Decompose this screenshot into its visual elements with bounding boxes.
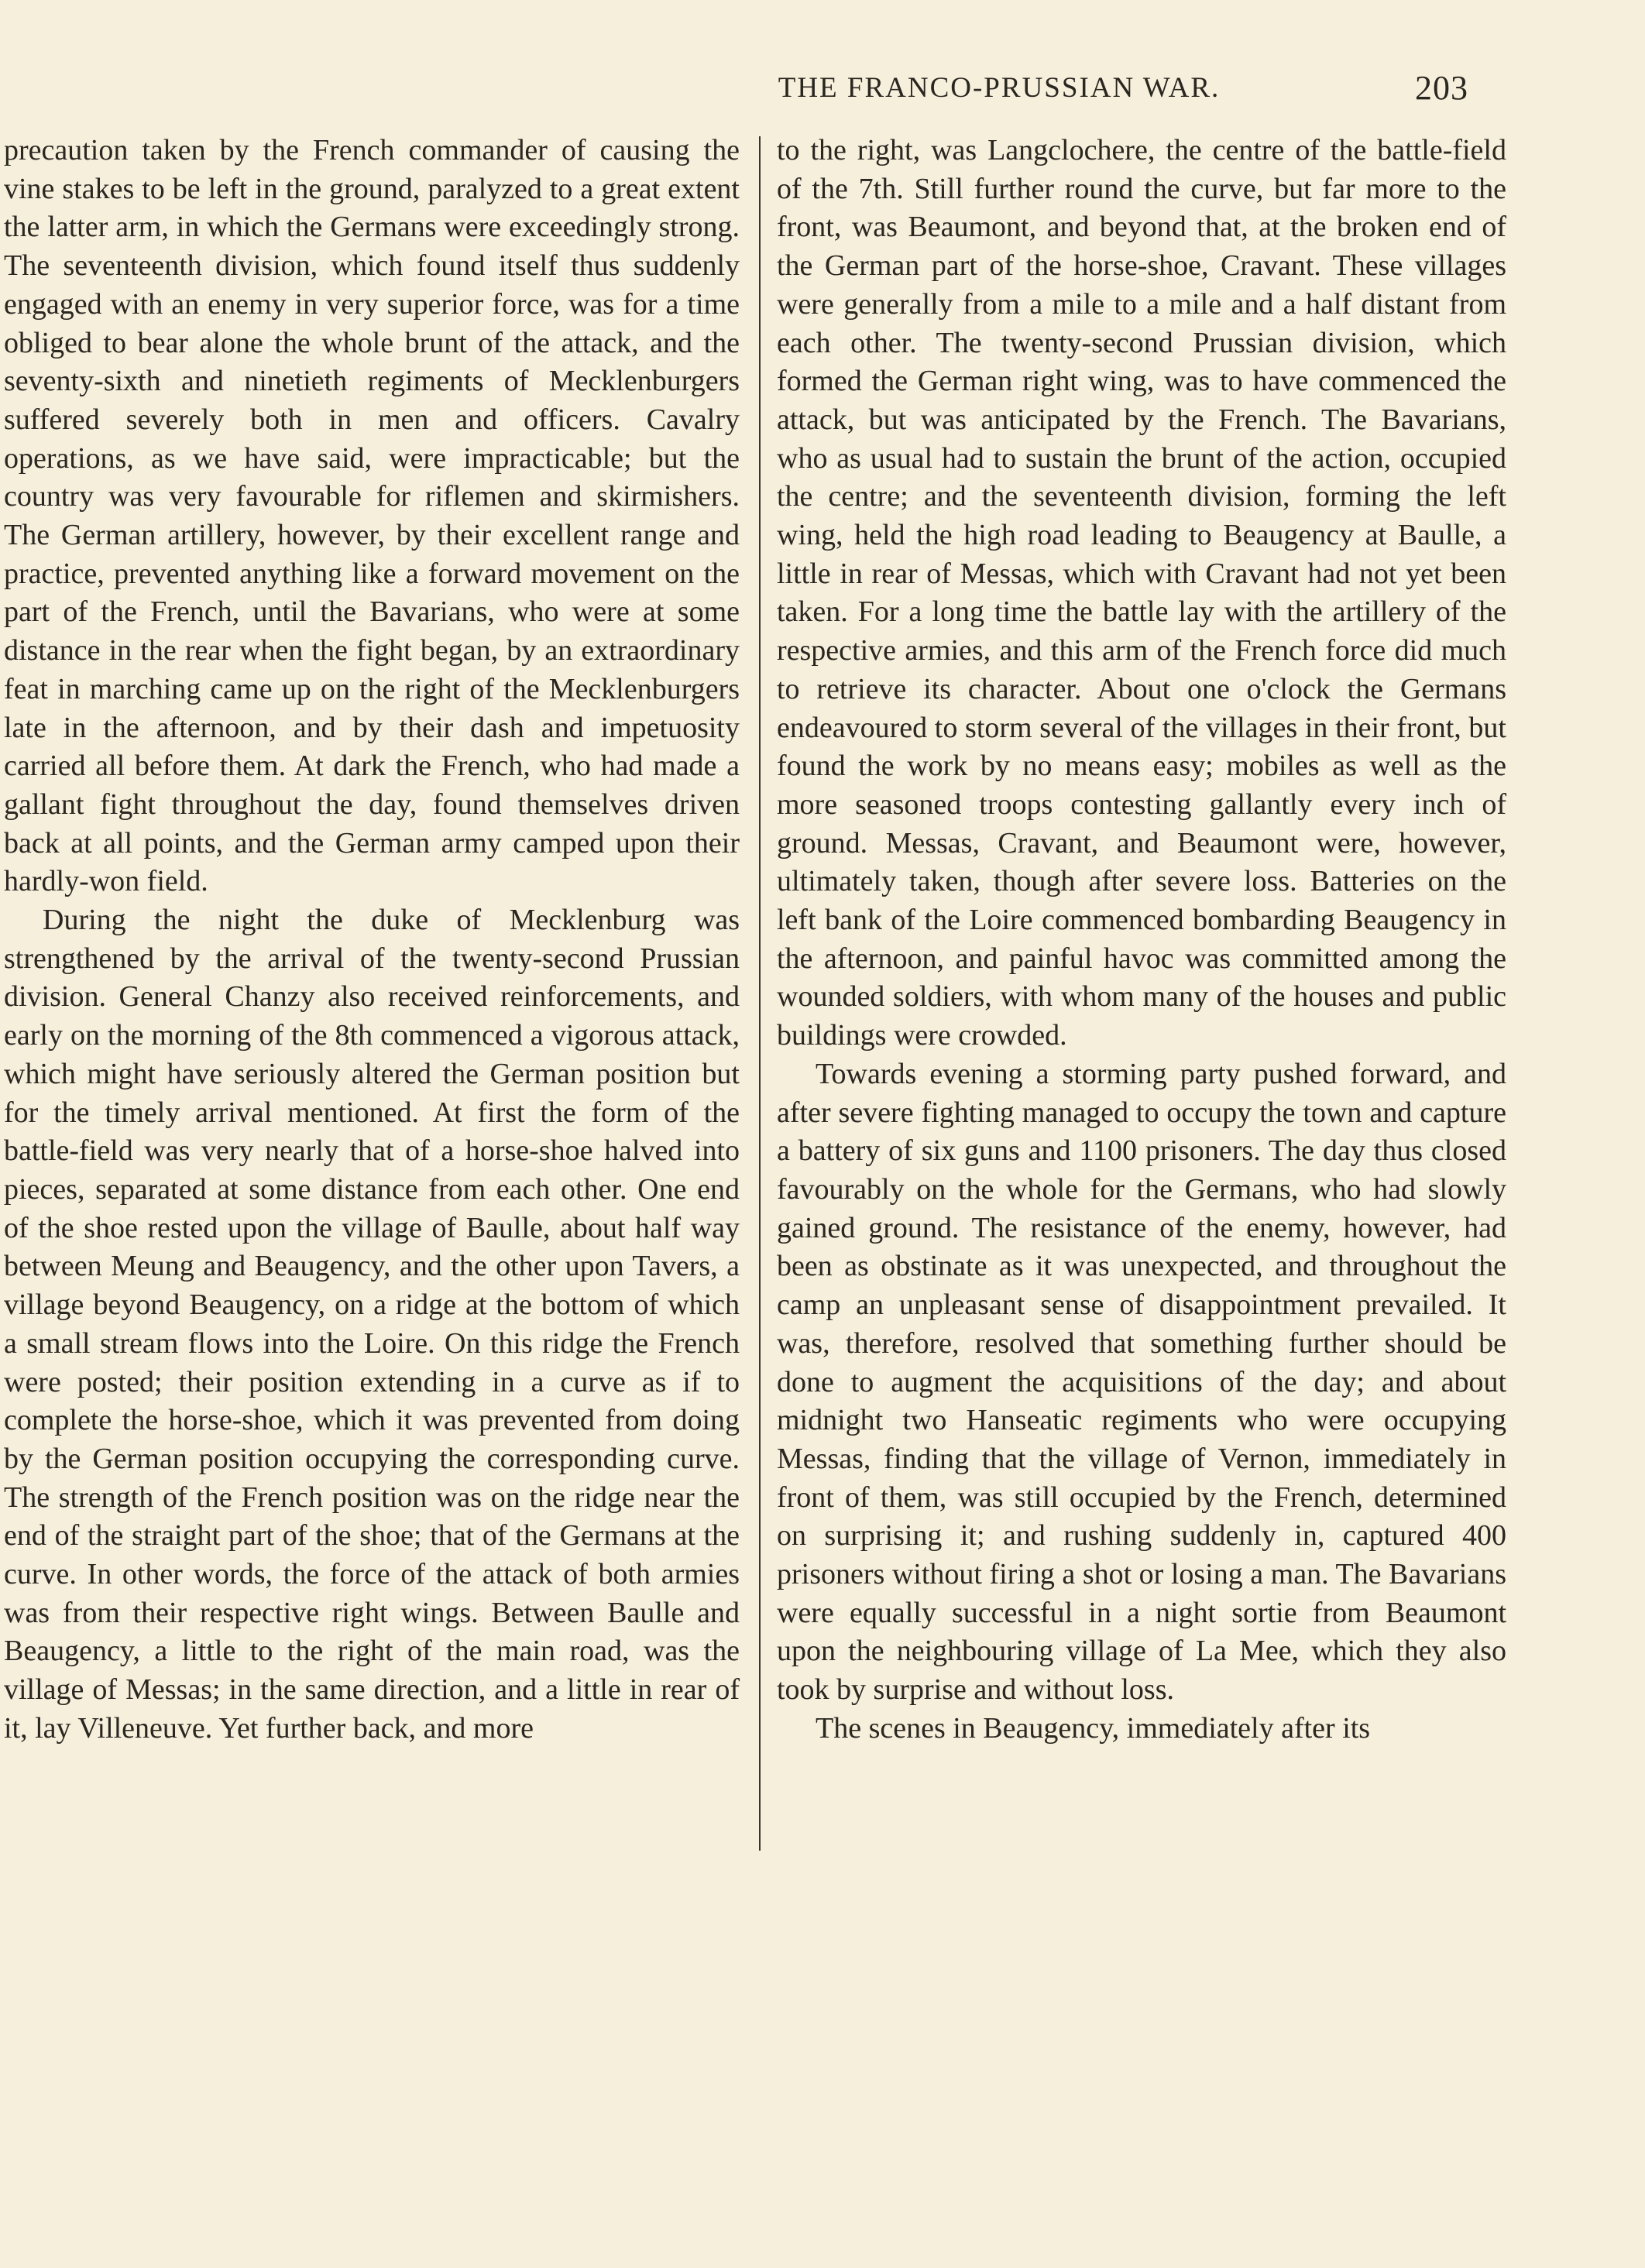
column-divider [759, 136, 761, 1851]
paragraph: During the night the duke of Mecklenburg was strengthened by the arrival of the twenty-second Prussian division. General Chanzy also received reinforcements, and early on the morning of the 8th commenced a vigorous attack, which might have seriously altered the German position but for the timely arrival mentioned. At first the form of the battle-field was very nearly that of a horse-shoe halved into pieces, separated at some distance from each other. One end of the shoe rested upon the village of Baulle, about half way between Meung and Beaugency, and the other upon Tavers, a village beyond Beaugency, on a ridge at the bottom of which a small stream flows into the Loire. On this ridge the French were posted; their position extending in a curve as if to complete the horse-shoe, which it was prevented from doing by the German position occupying the corresponding curve. The strength of the French position was on the ridge near the end of the straight part of the shoe; that of the Germans at the curve. In other words, the force of the attack of both armies was from their respective right wings. Between Baulle and Beaugency, a little to the right of the main road, was the village of Messas; in the same direction, and a little in rear of it, lay Villeneuve. Yet further back, and more [4, 904, 740, 1745]
right-column [777, 132, 1506, 1748]
paragraph: Towards evening a storming party pushed forward, and after severe fighting managed to occupy the town and capture a battery of six guns and 1100 prisoners. The day thus closed favourably on the whole for the Germans, who had slowly gained ground. The resistance of the enemy, however, had been as obstinate as it was unexpected, and throughout the camp an unpleasant sense of disappointment prevailed. It was, therefore, resolved that something further should be done to augment the acquisitions of the day; and about midnight two Hanseatic regiments who were occupying Messas, finding that the village of Vernon, immediately in front of them, was still occupied by the French, determined on surprising it; and rushing suddenly in, captured 400 prisoners without firing a shot or losing a man. The Bavarians were equally successful in a night sortie from Beaumont upon the neighbouring village of La Mee, which they also took by surprise and without loss. [777, 1057, 1506, 1707]
page-number: 203 [1415, 69, 1468, 107]
paragraph: to the right, was Langclochere, the centre of the battle-field of the 7th. Still further round the curve, but far more to the front, was Beaumont, and beyond that, at the broken end of the German part of the horse-shoe, Cravant. These villages were generally from a mile to a mile and a half distant from each other. The twenty-second Prussian division, which formed the German right wing, was to have commenced the attack, but was anticipated by the French. The Bavarians, who as usual had to sustain the brunt of the action, occupied the centre; and the seventeenth division, forming the left wing, held the high road leading to Beaugency at Baulle, a little in rear of Messas, which with Cravant had not yet been taken. For a long time the battle lay with the artillery of the respective armies, and this arm of the French force did much to retrieve its character. About one o'clock the Germans endeavoured to storm several of the villages in their front, but found the work by no means easy; mobiles as well as the more seasoned troops contesting gallantly every inch of ground. Messas, Cravant, and Beaumont were, however, ultimately taken, though after severe loss. Batteries on the left bank of the Loire commenced bombarding Beaugency in the afternoon, and painful havoc was committed among the wounded soldiers, with whom many of the houses and public buildings were crowded. [777, 134, 1506, 1052]
paragraph: The scenes in Beaugency, immediately after its [816, 1711, 1371, 1745]
left-column [4, 132, 740, 1748]
paragraph: precaution taken by the French commander of causing the vine stakes to be left in the ground, paralyzed to a great extent the latter arm, in which the Germans were exceedingly strong. The seventeenth division, which found itself thus suddenly engaged with an enemy in very superior force, was for a time obliged to bear alone the whole brunt of the attack, and the seventy-sixth and ninetieth regiments of Mecklenburgers suffered severely both in men and officers. Cavalry operations, as we have said, were impracticable; but the country was very favourable for riflemen and skirmishers. The German artillery, however, by their excellent range and practice, prevented anything like a forward movement on the part of the French, until the Bavarians, who were at some distance in the rear when the fight began, by an extraordinary feat in marching came up on the right of the Mecklenburgers late in the afternoon, and by their dash and impetuosity carried all before them. At dark the French, who had made a gallant fight throughout the day, found themselves driven back at all points, and the German army camped upon their hardly-won field. [4, 134, 740, 898]
running-title: THE FRANCO-PRUSSIAN WAR. [778, 72, 1221, 104]
